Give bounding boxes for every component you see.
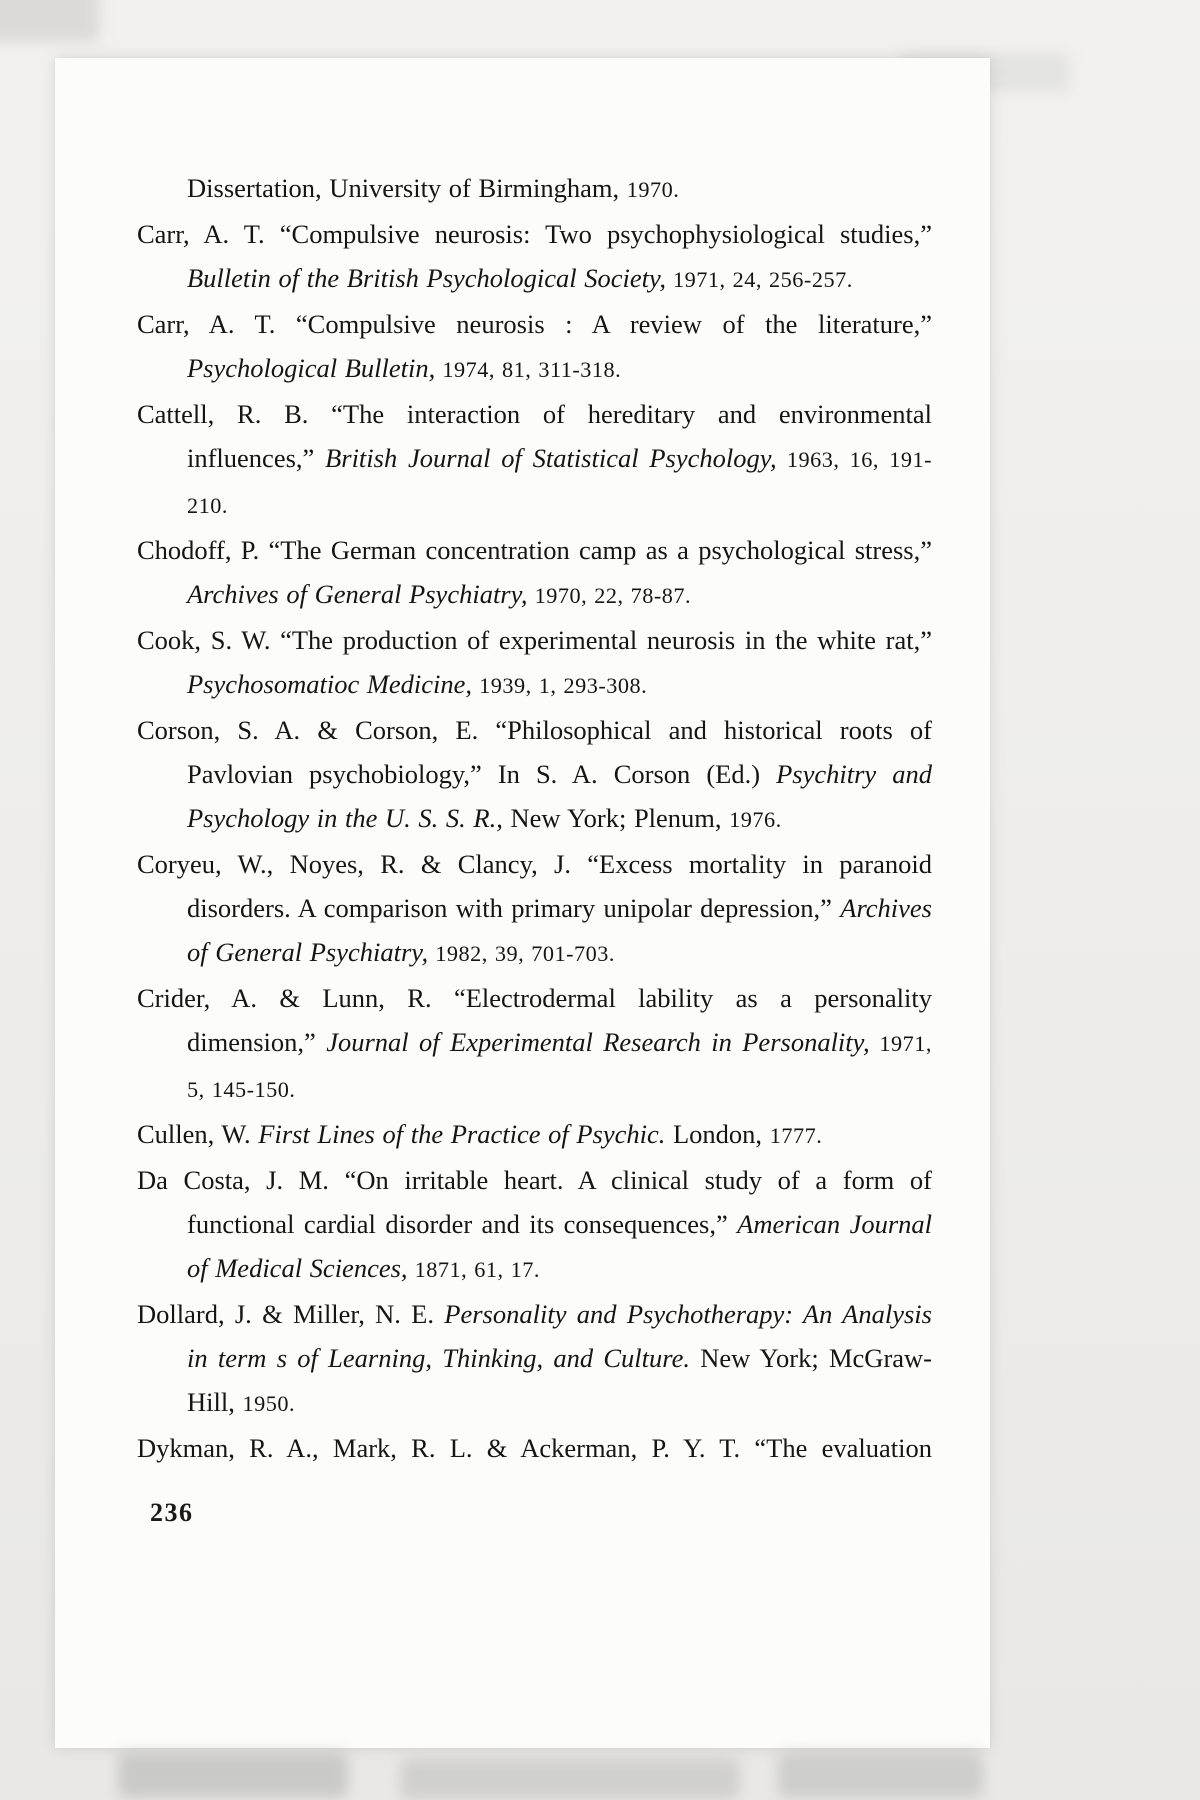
reference-entry	[137, 1426, 932, 1470]
reference-text-segment: Archives of General Psychiatry,	[187, 893, 932, 967]
reference-entry	[137, 212, 932, 302]
reference-text-segment: Carr, A. T. “Compulsive neurosis : A review of the literature,”	[137, 309, 932, 339]
scan-artifact	[0, 0, 100, 42]
reference-text-segment: 1974, 81, 311-318.	[435, 357, 622, 382]
reference-text-segment: Carr, A. T. “Compulsive neurosis: Two psychophysiological studies,”	[137, 219, 932, 249]
book-page	[55, 58, 990, 1748]
reference-text-segment: Crider, A. & Lunn, R. “Electrodermal lability as a personality dimension,”	[137, 983, 932, 1057]
reference-text-segment: Dollard, J. & Miller, N. E.	[137, 1299, 445, 1329]
reference-text-segment: Cattell, R. B. “The interaction of hereditary and environmental influences,”	[137, 399, 932, 473]
reference-list	[55, 58, 990, 1470]
reference-text-segment: 1939, 1, 293-308.	[472, 673, 648, 698]
reference-text-segment: Dykman, R. A., Mark, R. L. & Ackerman, P. Y. T. “The evaluation	[137, 1433, 932, 1463]
reference-text-segment: Bulletin of the British Psychological Society,	[187, 263, 666, 293]
reference-text-segment: First Lines of the Practice of Psychic.	[258, 1119, 666, 1149]
reference-text-segment: Cook, S. W. “The production of experimental neurosis in the white rat,”	[137, 625, 932, 655]
reference-text-segment: New York; Plenum,	[502, 803, 730, 833]
reference-text-segment: Da Costa, J. M. “On irritable heart. A clinical study of a form of functional cardial disorder and its consequences,”	[137, 1165, 932, 1239]
reference-text-segment: Journal of Experimental Research in Personality,	[326, 1027, 870, 1057]
reference-text-segment: 1976.	[729, 807, 782, 832]
reference-text-segment: 1971, 24, 256-257.	[665, 267, 853, 292]
scan-artifact	[118, 1752, 348, 1798]
reference-entry	[137, 166, 932, 212]
reference-text-segment: 1970, 22, 78-87.	[527, 583, 692, 608]
reference-text-segment: American Journal of Medical Sciences,	[187, 1209, 933, 1283]
reference-entry	[137, 1158, 932, 1292]
reference-text-segment: Psychitry and Psychology in the U. S. S. R.,	[187, 759, 933, 833]
reference-entry	[137, 302, 932, 392]
reference-text-segment: London,	[665, 1119, 770, 1149]
reference-entry	[137, 976, 932, 1112]
reference-entry	[137, 842, 932, 976]
reference-text-segment: Cullen, W.	[137, 1119, 259, 1149]
reference-text-segment: Psychosomatioc Medicine,	[187, 669, 473, 699]
reference-text-segment: 1970.	[626, 177, 680, 202]
reference-entry	[137, 708, 932, 842]
reference-text-segment: 1982, 39, 701-703.	[428, 941, 615, 966]
reference-text-segment: British Journal of Statistical Psychology,	[325, 443, 777, 473]
reference-entry	[137, 1112, 932, 1158]
reference-text-segment: 1963, 16, 191-210.	[187, 447, 932, 518]
reference-text-segment: 1777.	[769, 1123, 823, 1148]
reference-text-segment: Chodoff, P. “The German concentration camp as a psychological stress,”	[137, 535, 932, 565]
reference-text-segment: Corson, S. A. & Corson, E. “Philosophical and historical roots of Pavlovian psychobiology,” In S. A. Corson (Ed.)	[137, 715, 932, 789]
scan-artifact	[400, 1758, 740, 1800]
reference-text-segment: Personality and Psychotherapy: An Analysis in term s of Learning, Thinking, and Culture.	[187, 1299, 932, 1373]
reference-entry	[137, 618, 932, 708]
reference-text-segment: Coryeu, W., Noyes, R. & Clancy, J. “Excess mortality in paranoid disorders. A comparison with primary unipolar depression,”	[137, 849, 932, 923]
reference-entry	[137, 1292, 932, 1426]
reference-text-segment: 1971, 5, 145-150.	[187, 1031, 932, 1102]
reference-text-segment: Dissertation, University of Birmingham,	[187, 173, 627, 203]
reference-text-segment: Psychological Bulletin,	[187, 353, 436, 383]
page-number: 236	[150, 1498, 194, 1527]
reference-text-segment: New York; McGraw-Hill,	[187, 1343, 932, 1417]
reference-text-segment: Archives of General Psychiatry,	[187, 579, 528, 609]
reference-text-segment: 1871, 61, 17.	[407, 1257, 540, 1282]
reference-entry	[137, 528, 932, 618]
reference-entry	[137, 392, 932, 528]
scan-artifact	[778, 1752, 983, 1798]
reference-text-segment: 1950.	[242, 1391, 296, 1416]
